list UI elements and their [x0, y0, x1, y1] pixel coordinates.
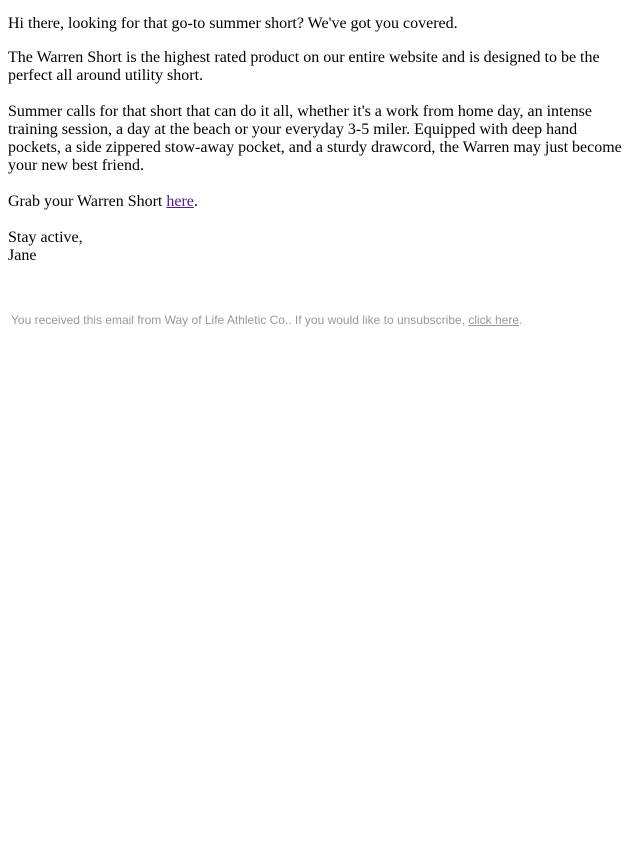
email-body — [8, 15, 632, 265]
cta-suffix: . — [193, 193, 198, 210]
footer-suffix: . — [519, 313, 523, 327]
email-paragraph-features: Summer calls for that short that can do it all, whether it's a work from home day, an intense training session, a day at the beach or your everyday 3-5 miler. Equipped with deep hand pockets, a side zippered stow-away pocket, and a sturdy drawcord, the Warren may just become your new best friend. — [8, 103, 622, 174]
email-signature: Jane — [8, 247, 37, 264]
email-signoff: Stay active, — [8, 229, 83, 246]
email-intro: Hi there, looking for that go-to summer short? We've got you covered. — [8, 15, 458, 32]
cta-prefix: Grab your Warren Short — [8, 193, 167, 210]
unsubscribe-link[interactable]: click here — [468, 313, 520, 327]
email-footer — [11, 313, 522, 327]
footer-text: You received this email from Way of Life Athletic Co.. If you would like to unsubscribe, — [11, 313, 469, 327]
email-paragraph-product: The Warren Short is the highest rated product on our entire website and is designed to be the perfect all around utility short. — [8, 49, 600, 84]
shop-here-link[interactable]: here — [166, 193, 194, 210]
email-cta — [8, 193, 632, 211]
